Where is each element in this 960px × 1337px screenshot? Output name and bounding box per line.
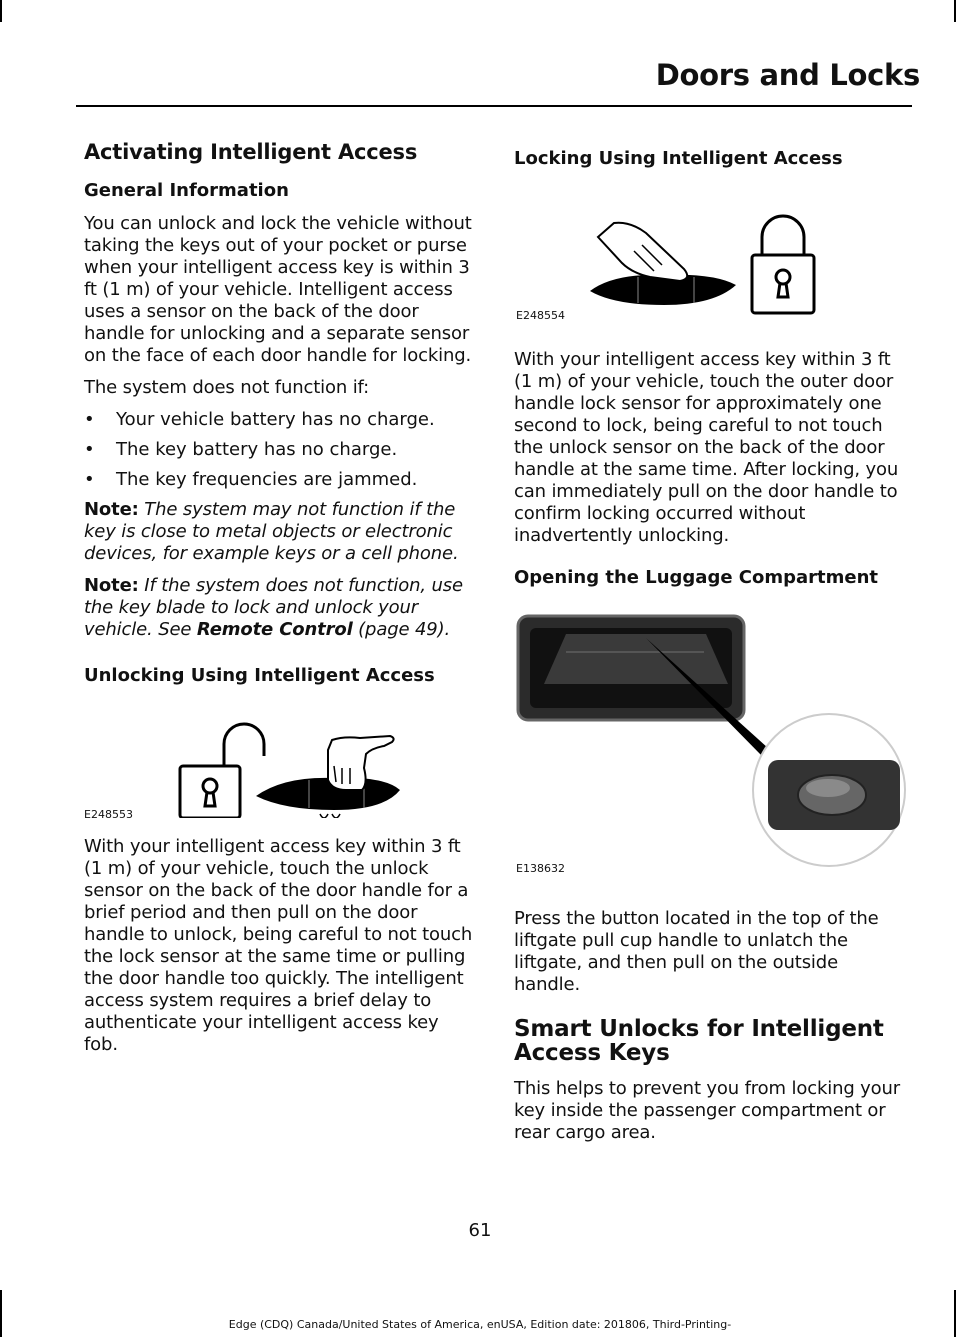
subheading-unlocking: Unlocking Using Intelligent Access — [84, 665, 435, 686]
lock-illustration — [514, 181, 908, 321]
crop-mark — [0, 0, 2, 22]
unlock-illustration — [84, 698, 476, 818]
unlock-figure — [84, 698, 476, 824]
intro-paragraph: You can unlock and lock the vehicle without taking the keys out of your pocket or purse when your intelligent access key is within 3 ft (1 m) of your vehicle. Intelligent access uses a sensor on the back of the door handle for unlocking and a separate sensor on the face of each door handle for locking. — [84, 213, 472, 366]
condition-list — [84, 409, 476, 491]
figure-code: E248554 — [516, 309, 565, 322]
liftgate-figure — [514, 600, 908, 886]
subheading-locking: Locking Using Intelligent Access — [514, 148, 843, 169]
page-number: 61 — [468, 1220, 492, 1241]
not-function-text: The system does not function if: — [84, 377, 370, 398]
left-column — [84, 140, 476, 1066]
note-text: The system may not function if the key is close to metal objects or electronic devices, for example keys or a cell phone. — [84, 499, 459, 564]
section-heading: Activating Intelligent Access — [84, 140, 418, 164]
unlock-paragraph: With your intelligent access key within 3 ft (1 m) of your vehicle, touch the unlock sensor on the back of the door handle for a brief period and then pull on the door handle to unlock, being careful to not touch the lock sensor at the same time or pulling the door handle too quickly. The intelligent access system requires a brief delay to authenticate your intelligent access key fob. — [84, 836, 473, 1055]
figure-code: E248553 — [84, 808, 133, 821]
bullet-icon: • — [84, 469, 95, 490]
page-title: Doors and Locks — [655, 58, 920, 92]
subheading-general: General Information — [84, 180, 289, 201]
door-handle-icon — [256, 736, 400, 818]
remote-control-link[interactable]: Remote Control — [196, 619, 353, 640]
unlocked-padlock-icon — [180, 724, 264, 818]
note-metal-objects — [84, 499, 476, 565]
note-text: If the system does not function, use the key blade to lock and unlock your vehicle. See — [84, 575, 463, 640]
edition-footer: Edge (CDQ) Canada/United States of America, enUSA, Edition date: 201806, Third-Printing- — [228, 1318, 732, 1331]
list-item: • Your vehicle battery has no charge. — [84, 409, 435, 430]
bullet-icon: • — [84, 439, 95, 460]
locked-padlock-icon — [752, 216, 814, 313]
subheading-luggage: Opening the Luggage Compartment — [514, 567, 879, 588]
liftgate-illustration — [514, 600, 908, 886]
note-key-blade — [84, 575, 476, 641]
lock-figure — [514, 181, 908, 321]
button-detail-icon — [753, 714, 905, 866]
header-divider — [76, 105, 912, 107]
door-handle-icon — [590, 223, 736, 305]
crop-mark — [954, 0, 956, 22]
list-item: • The key battery has no charge. — [84, 439, 398, 460]
luggage-paragraph: Press the button located in the top of the liftgate pull cup handle to unlatch the liftgate, and then pull on the outside handle. — [514, 908, 879, 995]
note-label: Note: — [84, 499, 139, 520]
bullet-icon: • — [84, 409, 95, 430]
right-column — [514, 140, 908, 1154]
figure-code: E138632 — [516, 862, 565, 875]
subheading-smart-unlocks: Smart Unlocks for Intelligent Access Keys — [514, 1016, 884, 1066]
list-item: • The key frequencies are jammed. — [84, 469, 418, 490]
smart-unlocks-paragraph: This helps to prevent you from locking your key inside the passenger compartment or rear cargo area. — [514, 1077, 901, 1143]
lock-paragraph: With your intelligent access key within 3 ft (1 m) of your vehicle, touch the outer door handle lock sensor for approximately one second to lock, being careful to not touch the unlock sensor on the back of the door handle at the same time. After locking, you can immediately pull on the door handle to confirm locking occurred without inadvertently unlocking. — [514, 349, 899, 546]
page-reference: (page 49). — [358, 619, 451, 640]
note-label: Note: — [84, 575, 139, 596]
liftgate-handle-icon — [518, 616, 744, 720]
